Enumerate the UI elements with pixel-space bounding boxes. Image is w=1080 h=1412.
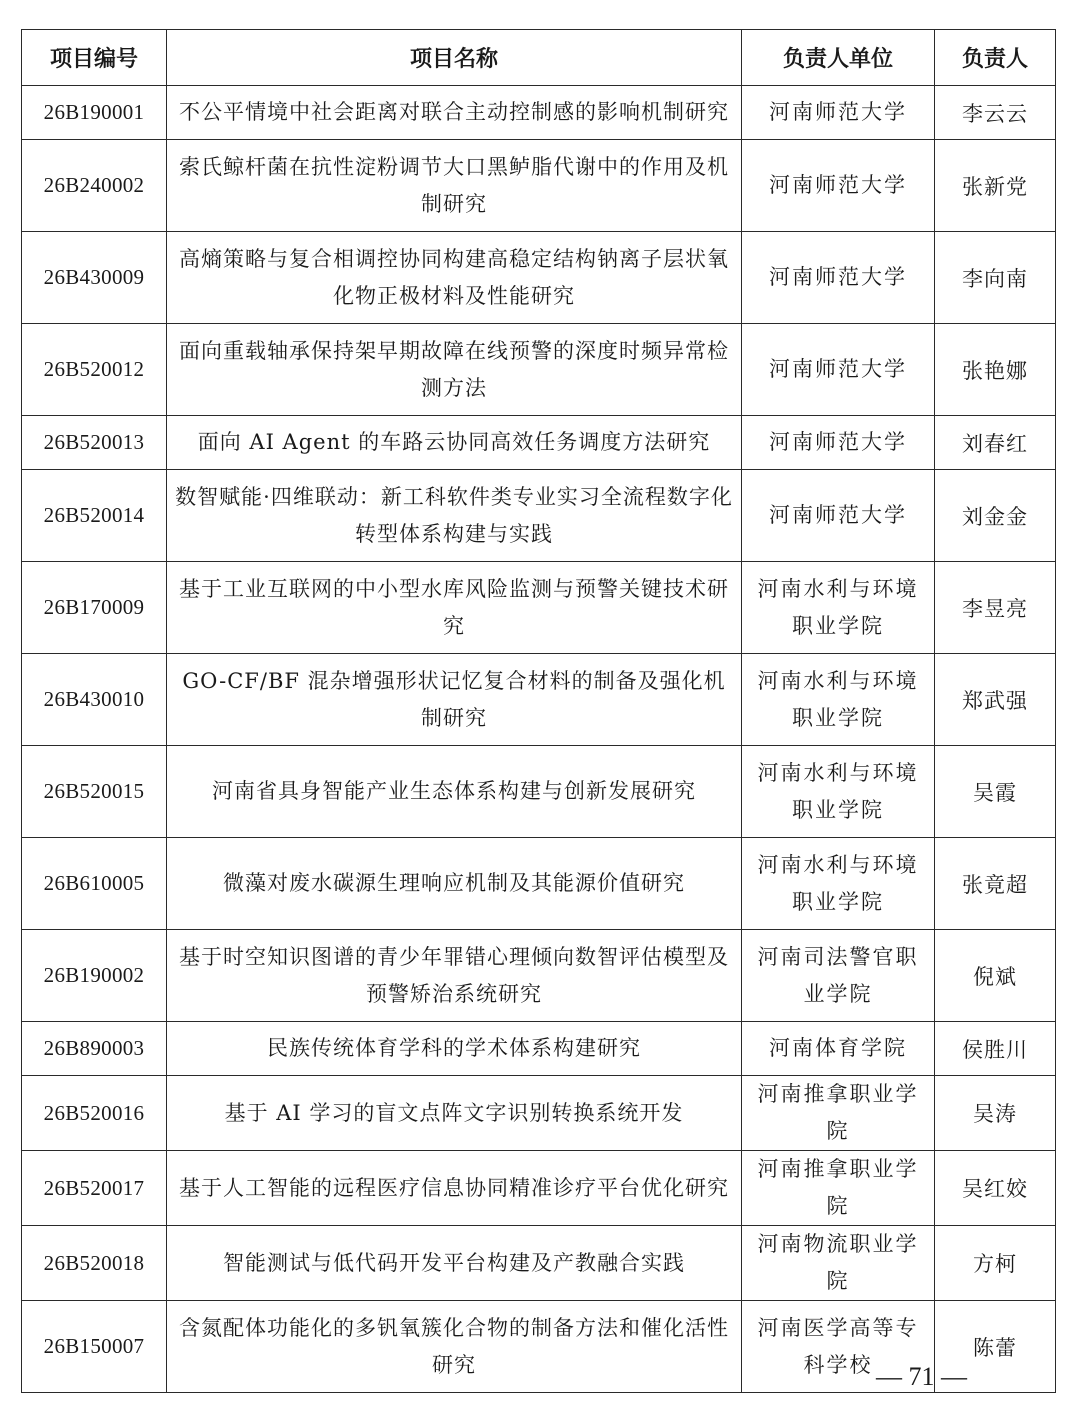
project-person: 张艳娜 (935, 324, 1056, 416)
page-number: — 71 — (876, 1362, 967, 1391)
table-row (22, 562, 1056, 654)
project-name: 微藻对废水碳源生理响应机制及其能源价值研究 (167, 838, 742, 930)
project-code: 26B170009 (22, 562, 167, 654)
project-person: 李云云 (935, 86, 1056, 140)
project-unit: 河南推拿职业学院 (742, 1076, 935, 1151)
project-code: 26B520017 (22, 1151, 167, 1226)
project-code: 26B190001 (22, 86, 167, 140)
project-unit: 河南水利与环境职业学院 (742, 562, 935, 654)
table-row (22, 140, 1056, 232)
project-person: 刘春红 (935, 416, 1056, 470)
project-unit: 河南物流职业学院 (742, 1226, 935, 1301)
project-unit: 河南师范大学 (742, 232, 935, 324)
project-person: 李向南 (935, 232, 1056, 324)
project-person: 刘金金 (935, 470, 1056, 562)
project-name: 面向重载轴承保持架早期故障在线预警的深度时频异常检测方法 (167, 324, 742, 416)
project-name: 基于 AI 学习的盲文点阵文字识别转换系统开发 (167, 1076, 742, 1151)
project-unit: 河南师范大学 (742, 416, 935, 470)
project-unit: 河南师范大学 (742, 324, 935, 416)
project-name: 基于时空知识图谱的青少年罪错心理倾向数智评估模型及预警矫治系统研究 (167, 930, 742, 1022)
project-unit: 河南水利与环境职业学院 (742, 746, 935, 838)
project-unit: 河南水利与环境职业学院 (742, 838, 935, 930)
project-name: 高熵策略与复合相调控协同构建高稳定结构钠离子层状氧化物正极材料及性能研究 (167, 232, 742, 324)
project-name: 河南省具身智能产业生态体系构建与创新发展研究 (167, 746, 742, 838)
project-table (21, 29, 1056, 1393)
table-row (22, 1022, 1056, 1076)
table-header-row (22, 30, 1056, 86)
project-unit: 河南司法警官职业学院 (742, 930, 935, 1022)
project-unit: 河南推拿职业学院 (742, 1151, 935, 1226)
project-person: 郑武强 (935, 654, 1056, 746)
project-name: 智能测试与低代码开发平台构建及产教融合实践 (167, 1226, 742, 1301)
project-name: 索氏鲸杆菌在抗性淀粉调节大口黑鲈脂代谢中的作用及机制研究 (167, 140, 742, 232)
project-name: 基于人工智能的远程医疗信息协同精准诊疗平台优化研究 (167, 1151, 742, 1226)
table-row (22, 1076, 1056, 1151)
project-name: GO-CF/BF 混杂增强形状记忆复合材料的制备及强化机制研究 (167, 654, 742, 746)
project-person: 张新党 (935, 140, 1056, 232)
header-code: 项目编号 (22, 30, 167, 86)
project-code: 26B430009 (22, 232, 167, 324)
table-row (22, 416, 1056, 470)
table-row (22, 930, 1056, 1022)
project-person: 倪斌 (935, 930, 1056, 1022)
project-unit: 河南体育学院 (742, 1022, 935, 1076)
project-code: 26B520013 (22, 416, 167, 470)
project-name: 基于工业互联网的中小型水库风险监测与预警关键技术研究 (167, 562, 742, 654)
project-person: 方柯 (935, 1226, 1056, 1301)
project-person: 吴霞 (935, 746, 1056, 838)
project-unit: 河南师范大学 (742, 140, 935, 232)
project-person: 张竟超 (935, 838, 1056, 930)
project-code: 26B520018 (22, 1226, 167, 1301)
project-name: 数智赋能·四维联动：新工科软件类专业实习全流程数字化转型体系构建与实践 (167, 470, 742, 562)
header-person: 负责人 (935, 30, 1056, 86)
table-row (22, 1151, 1056, 1226)
project-code: 26B890003 (22, 1022, 167, 1076)
project-person: 陈蕾 (935, 1301, 1056, 1393)
project-person: 李昱亮 (935, 562, 1056, 654)
project-code: 26B520016 (22, 1076, 167, 1151)
project-code: 26B520014 (22, 470, 167, 562)
project-code: 26B190002 (22, 930, 167, 1022)
table-row (22, 86, 1056, 140)
project-name: 含氮配体功能化的多钒氧簇化合物的制备方法和催化活性研究 (167, 1301, 742, 1393)
project-name: 民族传统体育学科的学术体系构建研究 (167, 1022, 742, 1076)
project-code: 26B520015 (22, 746, 167, 838)
project-name: 面向 AI Agent 的车路云协同高效任务调度方法研究 (167, 416, 742, 470)
project-code: 26B150007 (22, 1301, 167, 1393)
project-unit: 河南师范大学 (742, 86, 935, 140)
table-row (22, 1226, 1056, 1301)
project-person: 吴涛 (935, 1076, 1056, 1151)
header-unit: 负责人单位 (742, 30, 935, 86)
project-code: 26B430010 (22, 654, 167, 746)
table-row (22, 324, 1056, 416)
table-row (22, 746, 1056, 838)
table-row (22, 838, 1056, 930)
table-row (22, 470, 1056, 562)
project-unit: 河南医学高等专科学校 (742, 1301, 935, 1393)
project-person: 吴红姣 (935, 1151, 1056, 1226)
table-row (22, 654, 1056, 746)
project-unit: 河南师范大学 (742, 470, 935, 562)
project-person: 侯胜川 (935, 1022, 1056, 1076)
table-row (22, 232, 1056, 324)
project-unit: 河南水利与环境职业学院 (742, 654, 935, 746)
project-code: 26B520012 (22, 324, 167, 416)
project-code: 26B610005 (22, 838, 167, 930)
project-name: 不公平情境中社会距离对联合主动控制感的影响机制研究 (167, 86, 742, 140)
project-code: 26B240002 (22, 140, 167, 232)
header-name: 项目名称 (167, 30, 742, 86)
